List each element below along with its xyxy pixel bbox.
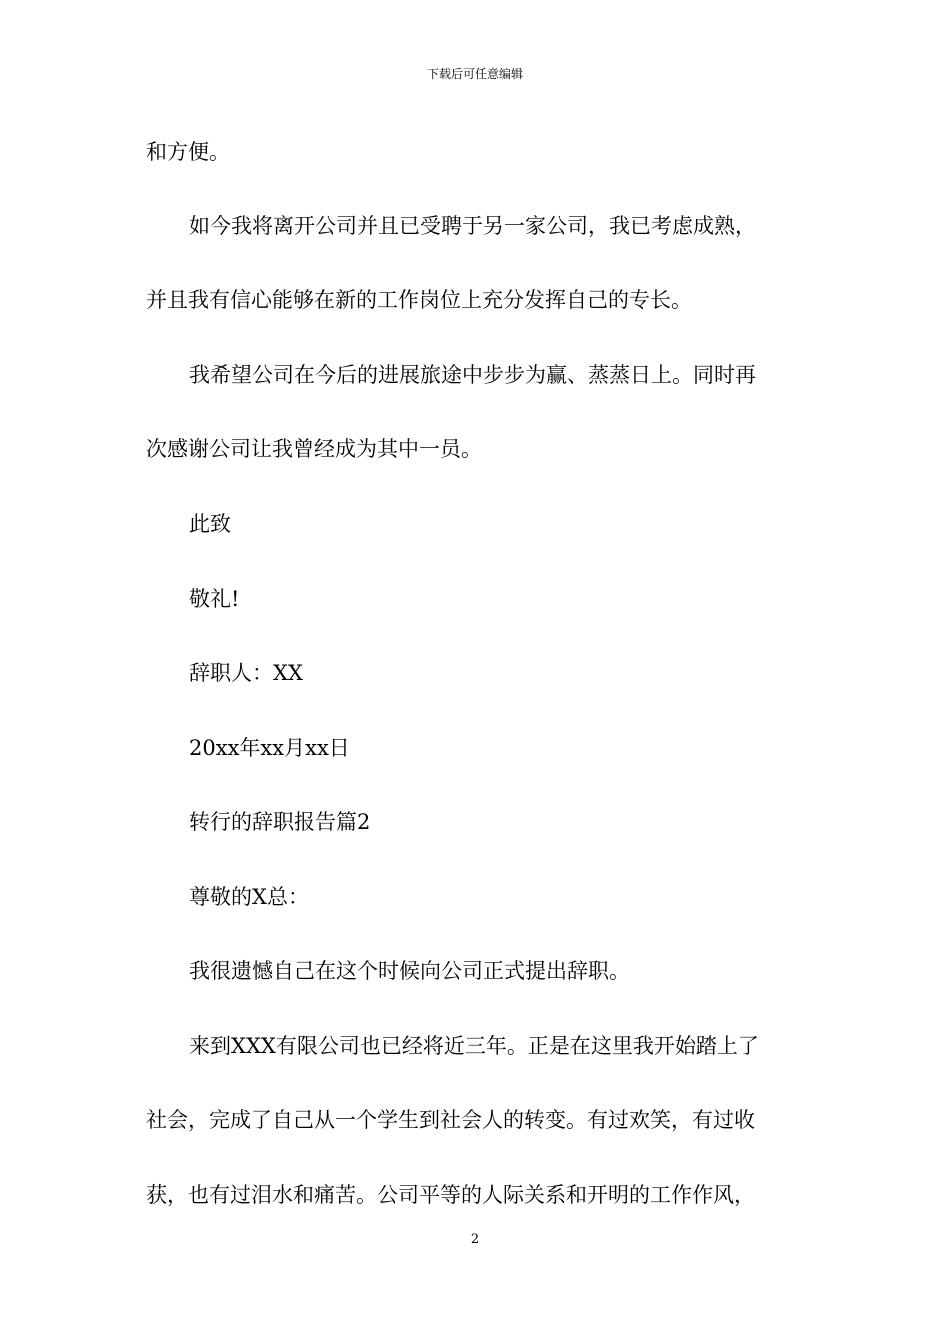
closing-line: 敬礼!: [189, 587, 240, 611]
paragraph-line: 和方便。: [146, 140, 230, 164]
paragraph-line: 次感谢公司让我曾经成为其中一员。: [146, 437, 482, 461]
header-note: 下载后可任意编辑: [426, 67, 523, 81]
paragraph-line: 我希望公司在今后的进展旅途中步步为赢、蒸蒸日上。同时再: [189, 363, 756, 387]
section-title: 转行的辞职报告篇2: [189, 810, 371, 834]
salutation-line: 此致: [189, 512, 231, 536]
paragraph-line: 如今我将离开公司并且已受聘于另一家公司，我已考虑成熟，: [189, 214, 756, 238]
paragraph-line: 来到XXX有限公司也已经将近三年。正是在这里我开始踏上了: [189, 1034, 759, 1058]
date-line: 20xx年xx月xx日: [189, 736, 350, 760]
page-number: 2: [470, 1232, 480, 1247]
paragraph-line: 社会，完成了自己从一个学生到社会人的转变。有过欢笑，有过收: [146, 1108, 755, 1132]
paragraph-line: 并且我有信心能够在新的工作岗位上充分发挥自己的专长。: [146, 288, 692, 312]
signature-line: 辞职人：XX: [189, 661, 303, 685]
paragraph-line: 获，也有过泪水和痛苦。公司平等的人际关系和开明的工作作风，: [146, 1183, 755, 1207]
paragraph-line: 我很遗憾自己在这个时候向公司正式提出辞职。: [189, 959, 630, 983]
greeting-line: 尊敬的X总：: [189, 885, 309, 909]
